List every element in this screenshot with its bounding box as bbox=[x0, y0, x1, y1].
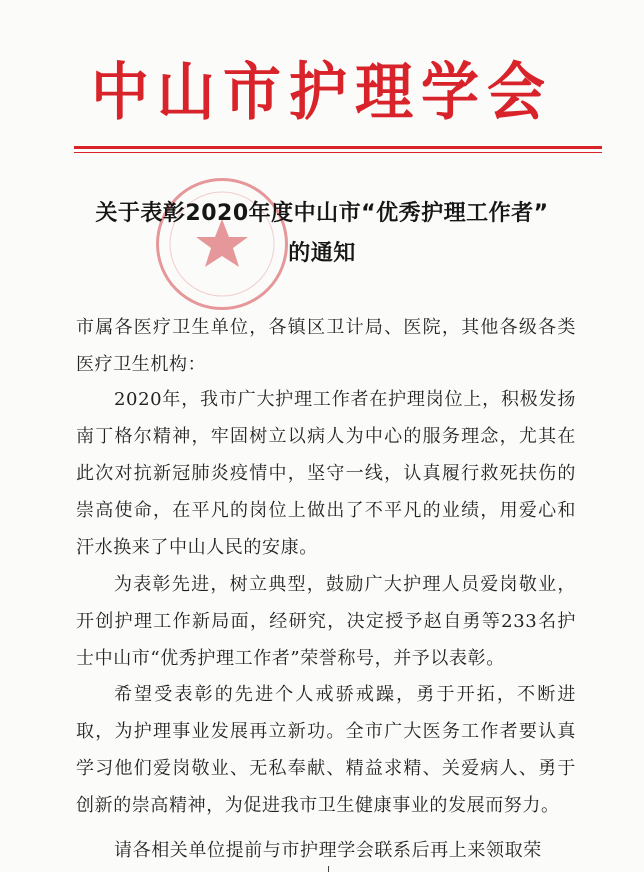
notice-title-line-1: 关于表彰2020年度中山市“优秀护理工作者” bbox=[95, 201, 549, 226]
letterhead-rule-thin bbox=[74, 152, 602, 153]
salutation: 市属各医疗卫生单位，各镇区卫计局、医院，其他各级各类医疗卫生机构： bbox=[76, 317, 576, 375]
letterhead-rule-thick bbox=[74, 146, 602, 149]
letterhead-org-name: 中山市护理学会 bbox=[90, 55, 553, 129]
notice-title-line-2: 的通知 bbox=[288, 241, 356, 266]
body-paragraph: 希望受表彰的先进个人戒骄戒躁，勇于开拓，不断进取，为护理事业发展再立新功。全市广大医务工作者要认真学习他们爱岗敬业、无私奉献、精益求精、关爱病人、勇于创新的崇高精神，为促进我市卫生健康事业的发展而努力。 bbox=[76, 684, 576, 816]
body-paragraph: 请各相关单位提前与市护理学会联系后再上来领取荣 bbox=[114, 840, 542, 861]
body-paragraph: 为表彰先进，树立典型，鼓励广大护理人员爱岗敬业，开创护理工作新局面，经研究，决定授予赵自勇等233名护士中山市“优秀护理工作者”荣誉称号，并予以表彰。 bbox=[76, 574, 576, 669]
page-crop-mark bbox=[328, 866, 329, 872]
body-paragraph: 2020年，我市广大护理工作者在护理岗位上，积极发扬南丁格尔精神，牢固树立以病人为中心的服务理念，尤其在此次对抗新冠肺炎疫情中，坚守一线，认真履行救死扶伤的崇高使命，在平凡的岗位上做出了不平凡的业绩，用爱心和汗水换来了中山人民的安康。 bbox=[76, 389, 576, 558]
